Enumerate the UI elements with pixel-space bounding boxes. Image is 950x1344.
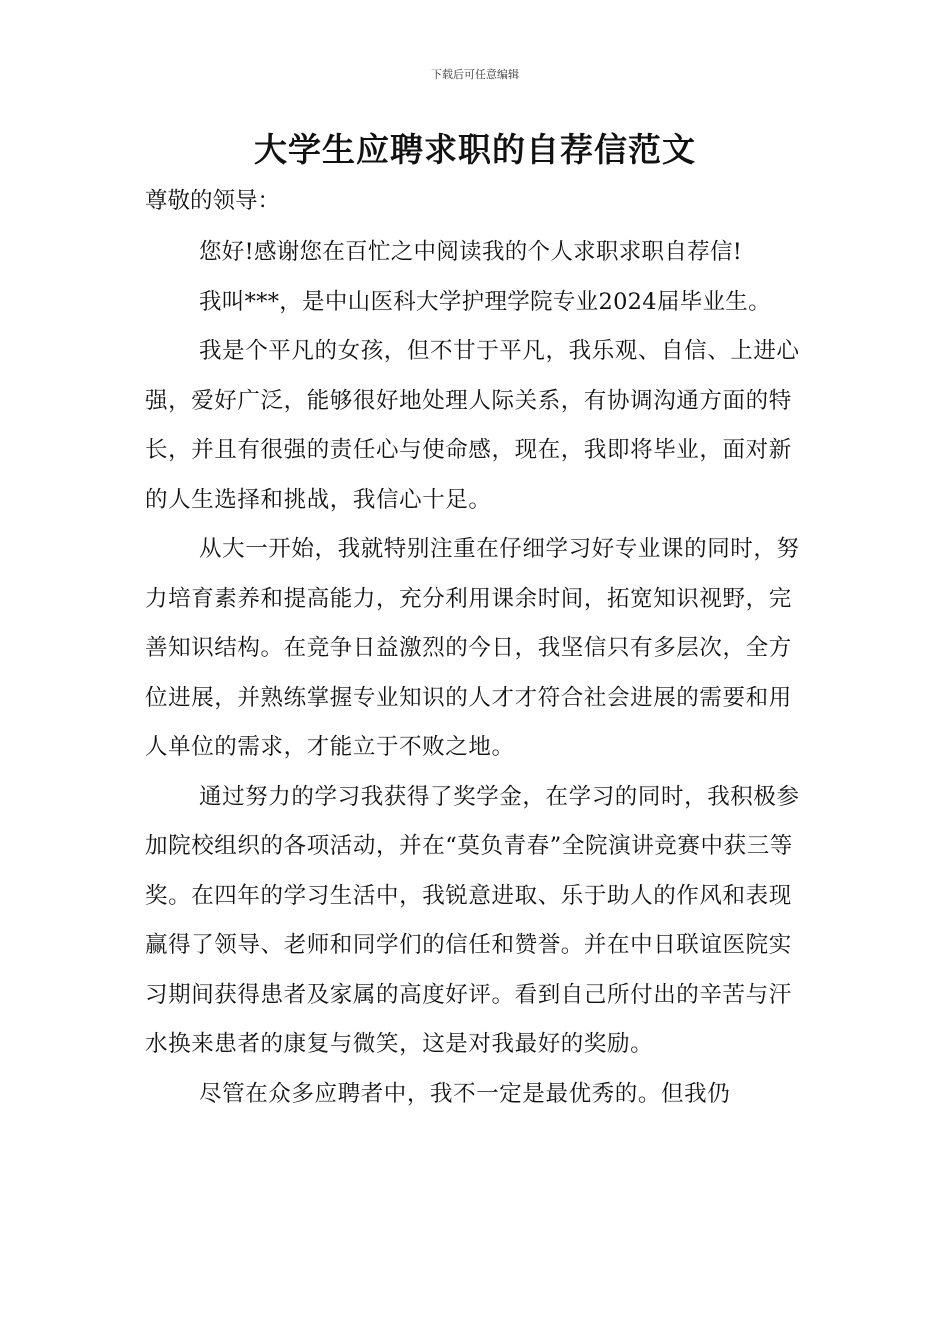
paragraph-introduction: 我叫***，是中山医科大学护理学院专业2024届毕业生。 xyxy=(199,288,771,315)
paragraph-greeting: 您好!感谢您在百忙之中阅读我的个人求职求职自荐信! xyxy=(199,239,743,265)
paragraph-achievements: 通过努力的学习我获得了奖学金，在学习的同时，我积极参加院校组织的各项活动，并在“莫负青春”全院演讲竞赛中获三等奖。在四年的学习生活中，我锐意进取、乐于助人的作风和表现赢得了领导、老师和同学们的信任和赞誉。并在中日联谊医院实习期间获得患者及家属的高度好评。看到自己所付出的辛苦与汗水换来患者的康复与微笑，这是对我最好的奖励。 xyxy=(145,783,800,1057)
letter-body xyxy=(145,180,810,1119)
salutation: 尊敬的领导： xyxy=(145,188,281,214)
paragraph-study: 从大一开始，我就特别注重在仔细学习好专业课的同时，努力培育素养和提高能力，充分利用课余时间，拓宽知识视野，完善知识结构。在竞争日益激烈的今日，我坚信只有多层次，全方位进展，并熟练掌握专业知识的人才才符合社会进展的需要和用人单位的需求，才能立于不败之地。 xyxy=(145,536,800,760)
header-note: 下载后可任意编辑 xyxy=(431,68,519,81)
paragraph-personality: 我是个平凡的女孩，但不甘于平凡，我乐观、自信、上进心强，爱好广泛，能够很好地处理人际关系，有协调沟通方面的特长，并且有很强的责任心与使命感，现在，我即将毕业，面对新的人生选择和挑战，我信心十足。 xyxy=(145,338,800,513)
document-title: 大学生应聘求职的自荐信范文 xyxy=(254,130,696,169)
paragraph-closing: 尽管在众多应聘者中，我不一定是最优秀的。但我仍 xyxy=(199,1080,731,1107)
